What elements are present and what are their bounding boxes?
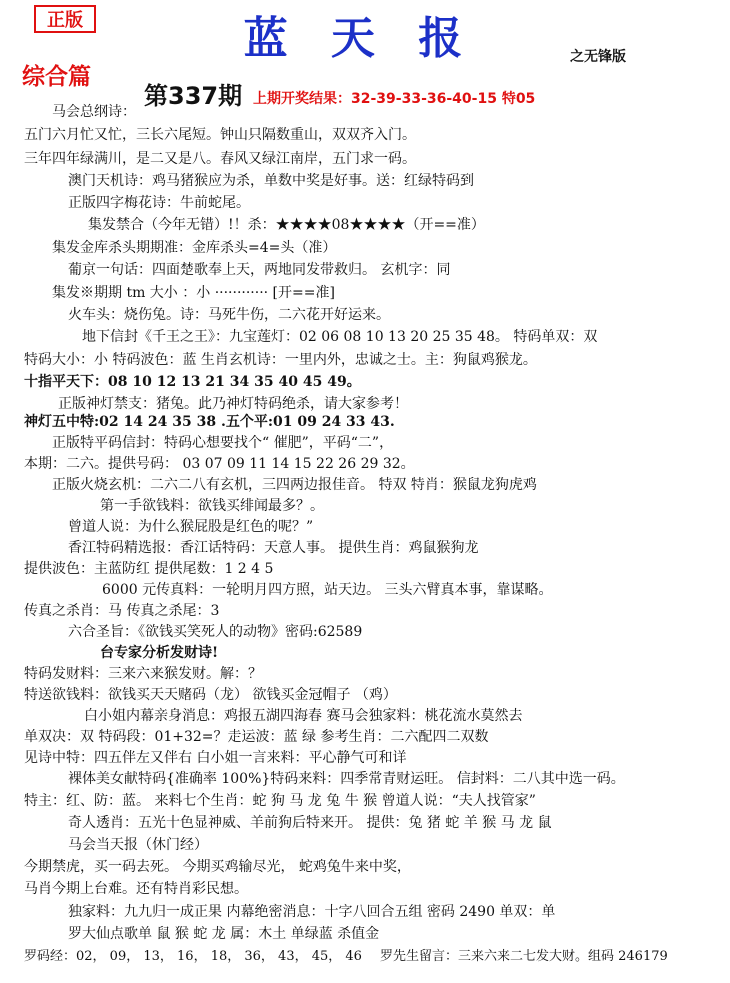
text-line: 马会当天报（休门经） (68, 837, 208, 853)
text-line: 六合圣旨：《欲钱买笑死人的动物》密码:62589 (68, 624, 363, 640)
edition-stamp: 正版 (34, 5, 96, 33)
edition-label: 之无锋版 (570, 49, 626, 65)
text-line: 地下信封《千王之王》：九宝莲灯：02 06 08 10 13 20 25 35 48。 特码单双：双 (82, 329, 598, 345)
text-line: 特码发财料：三来六来猴发财。解：？ (24, 666, 262, 682)
text-line: 香江特码精选报：香江话特码：天意人事。 提供生肖：鸡鼠猴狗龙 (68, 540, 479, 556)
text-line: 裸体美女献特码{准确率 100%}特码来料：四季常青财运旺。 信封料：二八其中选一码。 (68, 771, 625, 787)
text-line: 提供波色：主蓝防红 提供尾数：1 2 4 5 (24, 561, 274, 577)
text-line: 正版特平码信封：特码心想要找个“ 催肥”，平码“二”， (52, 435, 394, 451)
text-line: 罗先生留言：三来六来二七发大财。组码 246179 (380, 949, 668, 964)
text-line: 集发禁合（今年无错）!！杀：★★★★08★★★★（开==准） (88, 217, 485, 233)
section-title: 综合篇 (22, 64, 91, 90)
text-line: 集发金库杀头期期准：金库杀头=4=头（准） (52, 240, 337, 256)
text-line: 见诗中特：四五伴左又伴右 白小姐一言来料：平心静气可和详 (24, 750, 407, 766)
text-line: 火车头：烧伤兔。诗：马死牛伤，二六花开好运来。 (68, 307, 390, 323)
issue-number: 第337期 (144, 82, 243, 110)
text-line: 正版神灯禁支：猪兔。此乃神灯特码绝杀，请大家参考！ (58, 396, 408, 412)
text-line: 葡京一句话：四面楚歌奉上天，两地同发带救归。 玄机字：同 (68, 262, 451, 278)
text-line: 正版火烧玄机：二六二八有玄机，三四两边报佳音。 特双 特肖：猴鼠龙狗虎鸡 (52, 477, 537, 493)
text-line: 台专家分析发财诗! (100, 645, 219, 661)
text-line: 罗码经：02， 09， 13， 16， 18， 36， 43， 45， 46 (24, 949, 362, 964)
text-line: 传真之杀肖：马 传真之杀尾：3 (24, 603, 220, 619)
text-line: 第一手欲钱料：欲钱买绯闻最多？。 (100, 498, 324, 514)
text-line: 澳门天机诗：鸡马猪猴应为杀，单数中奖是好事。送：红绿特码到 (68, 173, 474, 189)
text-line: 十指平天下：08 10 12 13 21 34 35 40 45 49。 (24, 374, 361, 390)
text-line: 三年四年绿满川，是二又是八。春风又绿江南岸，五门求一码。 (24, 151, 416, 167)
last-results: 上期开奖结果：32-39-33-36-40-15 特05 (253, 91, 536, 107)
text-line: 马会总纲诗： (52, 104, 136, 120)
masthead-title: 蓝 天 报 (243, 13, 477, 64)
text-line: 马肖今期上台难。还有特肖彩民想。 (24, 881, 248, 897)
text-line: 集发※期期 tm 大小 ：小 ············ [开==准] (52, 285, 335, 301)
text-line: 特码大小：小 特码波色：蓝 生肖玄机诗：一里内外，忠诚之士。主：狗鼠鸡猴龙。 (24, 352, 537, 368)
text-line: 单双决：双 特码段：01+32=？走运波：蓝 绿 参考生肖：二六配四二双数 (24, 729, 489, 745)
text-line: 五门六月忙又忙，三长六尾短。钟山只隔数重山，双双齐入门。 (24, 127, 416, 143)
text-line: 特主：红、防：蓝。 来料七个生肖：蛇 狗 马 龙 兔 牛 猴 曾道人说：“夫人找管家” (24, 793, 536, 809)
text-line: 6000 元传真料：一轮明月四方照，站天边。 三头六臂真本事，靠谋略。 (102, 582, 553, 598)
text-line: 正版四字梅花诗：牛前蛇尾。 (68, 195, 250, 211)
text-line: 神灯五中特:02 14 24 35 38 .五个平:01 09 24 33 43. (24, 414, 395, 430)
text-line: 今期禁虎，买一码去死。 今期买鸡输尽光， 蛇鸡兔牛来中奖， (24, 859, 411, 875)
text-line: 独家料：九九归一成正果 内幕绝密消息：十字八回合五组 密码 2490 单双：单 (68, 904, 556, 920)
text-line: 本期：二六。提供号码： 03 07 09 11 14 15 22 26 29 32。 (24, 456, 415, 472)
text-line: 罗大仙点歌单 鼠 猴 蛇 龙 属：木土 单绿蓝 杀值金 (68, 926, 380, 942)
text-line: 奇人透肖：五光十色显神威、羊前狗后特来开。 提供：兔 猪 蛇 羊 猴 马 龙 鼠 (68, 815, 552, 831)
text-line: 白小姐内幕亲身消息：鸡报五湖四海春 赛马会独家料：桃花流水莫然去 (84, 708, 523, 724)
text-line: 特送欲钱料：欲钱买天天赌码（龙） 欲钱买金冠帽子 （鸡） (24, 687, 397, 703)
text-line: 曾道人说：为什么猴屁股是红色的呢？” (68, 519, 314, 535)
